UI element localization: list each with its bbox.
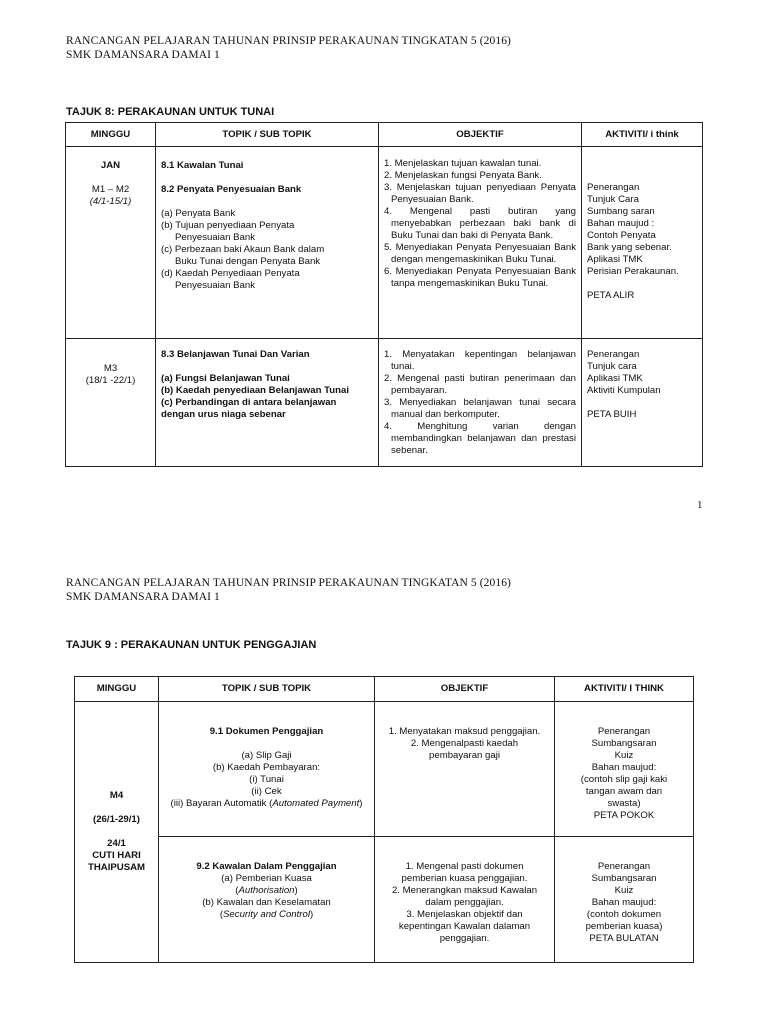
aktiviti-thinking-map: PETA BUIH	[587, 409, 637, 420]
topik-cell	[159, 837, 375, 963]
topik-item: Penyesuaian Bank	[175, 232, 256, 243]
aktiviti-item: Penerangan	[597, 726, 651, 737]
aktiviti-item: Aplikasi TMK	[587, 373, 643, 384]
aktiviti-item: Tunjuk cara	[587, 361, 637, 372]
topik-item: (ii) Cek	[251, 786, 282, 797]
topik-item: Buku Tunai dengan Penyata Bank	[175, 256, 321, 267]
topik-item: (a) Fungsi Belanjawan Tunai	[161, 373, 290, 384]
col-header-minggu: MINGGU	[66, 123, 156, 147]
objektif-item: 6. Menyediakan Penyata Penyesuaian Bank tanpa mengemaskinikan Buku Tunai.	[384, 266, 576, 289]
topik-cell	[159, 702, 375, 837]
objektif-cell	[375, 837, 555, 963]
objektif-item: 3. Menyediakan belanjawan tunai secara manual dan berkomputer.	[384, 397, 576, 420]
topik-item: (b) Tujuan penyediaan Penyata	[161, 220, 295, 231]
aktiviti-item: Bank yang sebenar.	[587, 242, 672, 253]
topik-item-text: (	[219, 909, 224, 920]
aktiviti-item: Sumbang saran	[587, 206, 655, 217]
topik-item-text: (	[235, 885, 239, 896]
page1-tajuk: TAJUK 8: PERAKAUNAN UNTUK TUNAI	[66, 106, 275, 118]
holiday-label: CUTI HARI	[92, 850, 141, 861]
aktiviti-item: Aplikasi TMK	[587, 254, 643, 265]
topik-heading: 9.1 Dokumen Penggajian	[209, 726, 324, 737]
minggu-week: M4	[109, 790, 124, 801]
col-header-objektif: OBJEKTIF	[375, 677, 555, 702]
aktiviti-cell	[582, 147, 703, 339]
table-row	[66, 339, 703, 467]
topik-item	[164, 909, 369, 921]
topik-item: (a) Pemberian Kuasa	[221, 873, 312, 884]
topik-heading: 8.2 Penyata Penyesuaian Bank	[161, 184, 302, 195]
aktiviti-item: Aktiviti Kumpulan	[587, 385, 661, 396]
topik-item: (b) Kawalan dan Keselamatan	[202, 897, 331, 908]
topik-heading: 8.1 Kawalan Tunai	[161, 160, 244, 171]
objektif-item: 4. Mengenal pasti butiran yang menyebabkan perbezaan baki bank di Buku Tunai dan baki di Penyata Bank.	[384, 206, 576, 241]
minggu-week: M1 – M2	[91, 184, 130, 195]
objektif-item: pemberian kuasa penggajian.	[401, 873, 528, 884]
aktiviti-item: tangan awam dan	[585, 786, 663, 797]
topik-item-english-term: Security and Control	[223, 909, 310, 920]
topik-item	[164, 885, 369, 897]
page2-header-school: SMK DAMANSARA DAMAI 1	[66, 591, 220, 603]
minggu-date: (4/1-15/1)	[89, 196, 132, 207]
page2-header	[66, 576, 511, 604]
topik-item	[164, 798, 369, 810]
topik-item: Penyesuaian Bank	[175, 280, 256, 291]
objektif-cell	[375, 702, 555, 837]
topik-item-english-term: Automated Payment	[272, 798, 360, 809]
page1-table	[65, 122, 703, 467]
minggu-cell	[75, 702, 159, 963]
objektif-cell	[379, 339, 582, 467]
topik-heading: 9.2 Kawalan Dalam Penggajian	[196, 861, 337, 872]
minggu-cell	[66, 147, 156, 339]
topik-item: (c) Perbandingan di antara belanjawan dengan urus niaga sebenar	[161, 397, 337, 420]
aktiviti-item: Perisian Perakaunan.	[587, 266, 679, 277]
topik-item: (i) Tunai	[249, 774, 284, 785]
minggu-date: (18/1 -22/1)	[85, 375, 136, 386]
col-header-objektif: OBJEKTIF	[379, 123, 582, 147]
topik-item: (b) Kaedah penyediaan Belanjawan Tunai	[161, 385, 350, 396]
page2-tajuk: TAJUK 9 : PERAKAUNAN UNTUK PENGGAJIAN	[66, 639, 317, 651]
objektif-item: 3. Menjelaskan tujuan penyediaan Penyata Penyesuaian Bank.	[384, 182, 576, 205]
holiday-name: THAIPUSAM	[87, 862, 146, 873]
page2-header-title: RANCANGAN PELAJARAN TAHUNAN PRINSIP PERAKAUNAN TINGKATAN 5 (2016)	[66, 577, 511, 589]
aktiviti-item: (contoh dokumen	[586, 909, 662, 920]
page1-header	[66, 34, 511, 62]
aktiviti-cell	[555, 837, 694, 963]
page2-table	[74, 676, 694, 963]
objektif-item: 2. Menjelaskan fungsi Penyata Bank.	[384, 170, 542, 181]
topik-item-text: )	[294, 885, 298, 896]
aktiviti-cell	[555, 702, 694, 837]
minggu-month: JAN	[100, 160, 121, 171]
col-header-aktiviti: AKTIVITI/ I THINK	[555, 677, 694, 702]
page1-header-title: RANCANGAN PELAJARAN TAHUNAN PRINSIP PERAKAUNAN TINGKATAN 5 (2016)	[66, 35, 511, 47]
aktiviti-thinking-map: PETA POKOK	[593, 810, 655, 821]
aktiviti-item: Bahan maujud:	[591, 897, 657, 908]
topik-heading: 8.3 Belanjawan Tunai Dan Varian	[161, 349, 310, 360]
table-row	[66, 147, 703, 339]
aktiviti-item: Kuiz	[614, 750, 634, 761]
col-header-topik: TOPIK / SUB TOPIK	[159, 677, 375, 702]
objektif-item: 1. Menyatakan kepentingan belanjawan tunai.	[384, 349, 576, 372]
aktiviti-item: Penerangan	[587, 349, 640, 360]
topik-cell	[156, 147, 379, 339]
page1-header-school: SMK DAMANSARA DAMAI 1	[66, 49, 220, 61]
col-header-topik: TOPIK / SUB TOPIK	[156, 123, 379, 147]
topik-cell	[156, 339, 379, 467]
topik-item: (d) Kaedah Penyediaan Penyata	[161, 268, 300, 279]
aktiviti-item: Bahan maujud :	[587, 218, 655, 229]
objektif-item: 2. Mengenalpasti kaedah	[410, 738, 519, 749]
topik-item: (b) Kaedah Pembayaran:	[212, 762, 321, 773]
aktiviti-item: Penerangan	[597, 861, 651, 872]
table-row	[75, 702, 694, 837]
table-row	[75, 837, 694, 963]
aktiviti-item: Sumbangsaran	[591, 873, 657, 884]
objektif-item: 3. Menjelaskan objektif dan	[406, 909, 523, 920]
objektif-item: 1. Menyatakan maksud penggajian.	[388, 726, 541, 737]
minggu-date: (26/1-29/1)	[93, 814, 140, 825]
topik-item-text: )	[309, 909, 314, 920]
aktiviti-item: Penerangan	[587, 182, 640, 193]
aktiviti-item: Contoh Penyata	[587, 230, 656, 241]
objektif-item: pembayaran gaji	[429, 750, 500, 761]
aktiviti-cell	[582, 339, 703, 467]
topik-item: (a) Penyata Bank	[161, 208, 236, 219]
aktiviti-thinking-map: PETA BULATAN	[589, 933, 659, 944]
objektif-item: 2. Mengenal pasti butiran penerimaan dan pembayaran.	[384, 373, 576, 396]
minggu-cell	[66, 339, 156, 467]
topik-item-english-term: Authorisation	[238, 885, 295, 896]
col-header-aktiviti: AKTIVITI/ i think	[582, 123, 703, 147]
topik-item: (c) Perbezaan baki Akaun Bank dalam	[161, 244, 325, 255]
aktiviti-item: Sumbangsaran	[591, 738, 657, 749]
topik-item-text: )	[359, 798, 363, 809]
col-header-minggu: MINGGU	[75, 677, 159, 702]
objektif-item: 2. Menerangkan maksud Kawalan	[391, 885, 538, 896]
aktiviti-item: pemberian kuasa)	[585, 921, 663, 932]
aktiviti-item: (contoh slip gaji kaki	[580, 774, 668, 785]
aktiviti-item: Kuiz	[614, 885, 634, 896]
page-number: 1	[697, 499, 703, 511]
aktiviti-thinking-map: PETA ALIR	[587, 290, 635, 301]
aktiviti-item: swasta)	[607, 798, 641, 809]
objektif-item: 1. Menjelaskan tujuan kawalan tunai.	[384, 158, 542, 169]
objektif-item: 1. Mengenal pasti dokumen	[405, 861, 524, 872]
objektif-cell	[379, 147, 582, 339]
page1-table-header-row	[66, 123, 703, 147]
objektif-item: 4. Menghitung varian dengan membandingkan belanjawan dan prestasi sebenar.	[384, 421, 576, 456]
objektif-item: kepentingan Kawalan dalaman	[398, 921, 531, 932]
aktiviti-item: Tunjuk Cara	[587, 194, 639, 205]
holiday-date: 24/1	[107, 838, 126, 849]
objektif-item: dalam penggajian.	[425, 897, 504, 908]
minggu-week: M3	[103, 363, 118, 374]
objektif-item: penggajian.	[439, 933, 490, 944]
topik-item-text: (iii) Bayaran Automatik (	[170, 798, 273, 809]
objektif-item: 5. Menyediakan Penyata Penyesuaian Bank dengan mengemaskinikan Buku Tunai.	[384, 242, 576, 265]
aktiviti-item: Bahan maujud:	[591, 762, 657, 773]
topik-item: (a) Slip Gaji	[241, 750, 292, 761]
page2-table-header-row	[75, 677, 694, 702]
